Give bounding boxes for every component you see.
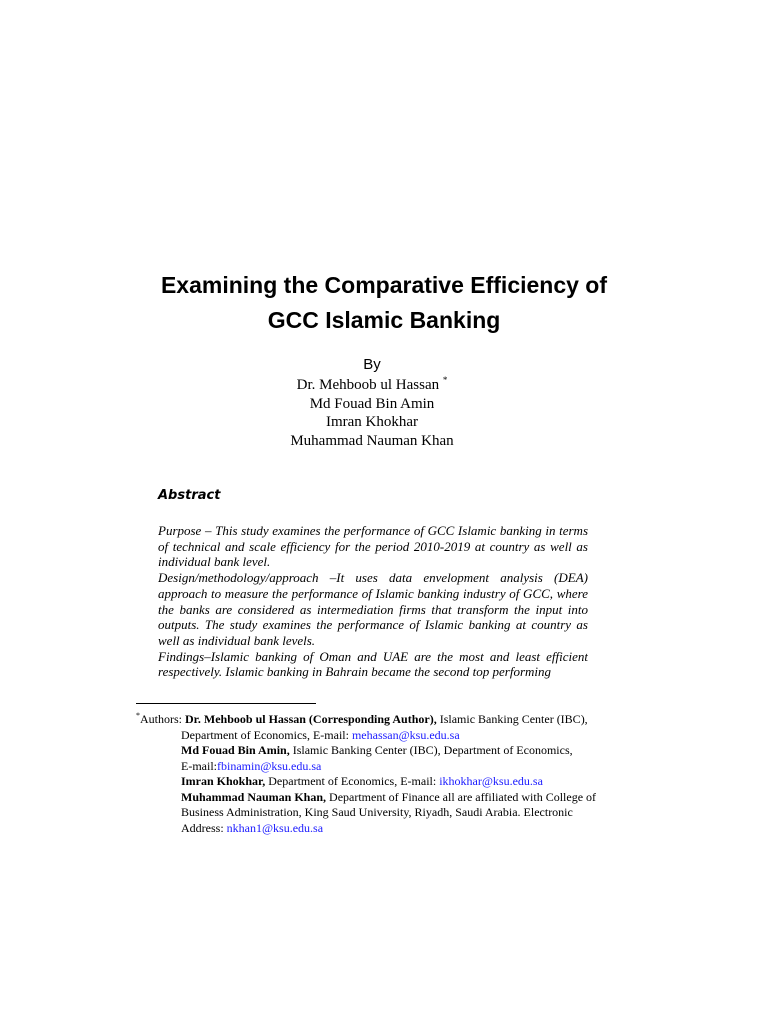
abstract-design: Design/methodology/approach –It uses data envelopment analysis (DEA) approach to measure the performance of Islamic banking industry of GCC, where the banks are considered as intermediation firms that transform the input into outputs. The study examines the performance of Islamic banking at country as well as individual bank levels. xyxy=(158,570,588,648)
corresponding-author-marker: * xyxy=(442,375,448,385)
abstract-purpose: Purpose – This study examines the performance of GCC Islamic banking in terms of technical and scale efficiency for the period 2010-2019 at country as well as individual bank level. xyxy=(158,523,588,570)
title-line-2: GCC Islamic Banking xyxy=(267,307,501,333)
author-list xyxy=(0,376,744,450)
footnote-marker: * xyxy=(136,711,140,720)
footnote-line-6: Muhammad Nauman Khan, Department of Finance all are affiliated with College of Business Administration, King Saud University, Riyadh, Saudi Arabia. Electronic Address: nkhan1@ksu.edu.sa xyxy=(181,789,597,835)
author-1: Dr. Mehboob ul Hassan * xyxy=(296,375,448,393)
email-link-author-3[interactable]: ikhokhar@ksu.edu.sa xyxy=(439,774,543,788)
footnote-line-4: E-mail:fbinamin@ksu.edu.sa xyxy=(181,758,322,773)
abstract-body xyxy=(158,523,588,680)
footnote-line-5: Imran Khokhar, Department of Economics, E-mail: ikhokhar@ksu.edu.sa xyxy=(181,774,543,788)
email-link-author-2[interactable]: fbinamin@ksu.edu.sa xyxy=(217,758,322,773)
footnote-author-4-name: Muhammad Nauman Khan, xyxy=(181,789,327,804)
footnote-line-1: *Authors: Dr. Mehboob ul Hassan (Corresponding Author), Islamic Banking Center (IBC), xyxy=(136,711,588,726)
footnote-line-3: Md Fouad Bin Amin, Islamic Banking Center (IBC), Department of Economics, xyxy=(181,743,573,757)
abstract-heading: Abstract xyxy=(158,488,221,503)
footnote-author-1-name: Dr. Mehboob ul Hassan (Corresponding Author), xyxy=(185,712,437,726)
paper-title xyxy=(0,268,768,338)
email-link-author-1[interactable]: mehassan@ksu.edu.sa xyxy=(351,727,460,742)
footnote-author-3-name: Imran Khokhar, xyxy=(181,774,266,788)
author-4: Muhammad Nauman Khan xyxy=(290,432,454,449)
footnote-line-2: Department of Economics, E-mail: mehassan@ksu.edu.sa xyxy=(181,727,460,742)
author-2: Md Fouad Bin Amin xyxy=(309,395,435,412)
email-link-author-4[interactable]: nkhan1@ksu.edu.sa xyxy=(226,820,324,835)
title-line-1: Examining the Comparative Efficiency of xyxy=(160,272,608,298)
abstract-findings: Findings–Islamic banking of Oman and UAE are the most and least efficient respectively. Islamic banking in Bahrain became the second top performing xyxy=(158,648,588,680)
author-3: Imran Khokhar xyxy=(325,414,419,430)
footnote-separator xyxy=(136,703,316,704)
author-footnote xyxy=(136,712,606,836)
byline: By xyxy=(363,356,381,373)
footnote-author-2-name: Md Fouad Bin Amin, xyxy=(181,743,290,757)
